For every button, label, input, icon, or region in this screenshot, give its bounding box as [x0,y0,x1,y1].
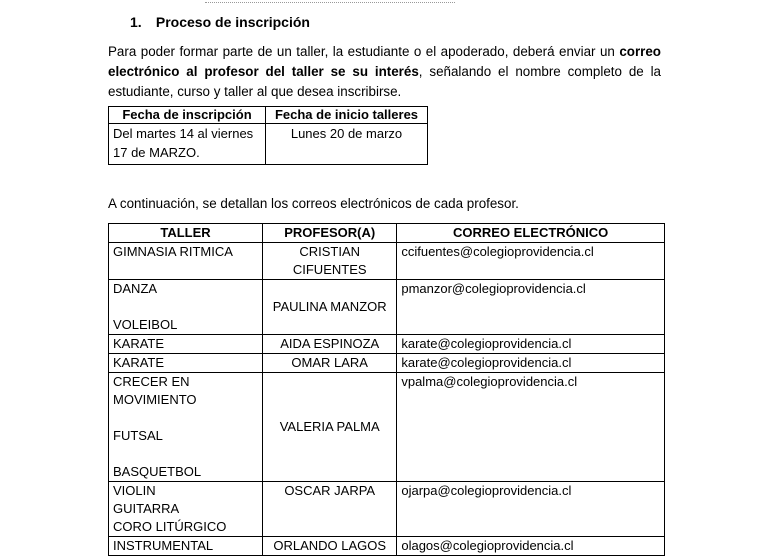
paragraph-bold-text: correo electrónico al profesor del taller se su interés [108,44,661,79]
email-link[interactable]: pmanzor@colegioprovidencia.cl [397,280,665,335]
taller-item: CRECER EN [113,374,190,389]
taller-item: VOLEIBOL [113,317,178,332]
taller-cell: KARATE [109,354,263,373]
table-row [109,335,665,354]
header-inscription-date: Fecha de inscripción [109,107,266,124]
header-profesor: PROFESOR(A) [263,224,397,243]
email-link[interactable]: karate@colegioprovidencia.cl [397,354,665,373]
taller-cell: GIMNASIA RITMICA [109,243,263,280]
cut-off-previous-line [205,0,455,3]
taller-item: CORO LITÚRGICO [113,519,227,534]
dates-table [108,106,428,165]
profesor-cell: PAULINA MANZOR [263,280,397,335]
table-row [109,482,665,537]
taller-cell [109,280,263,335]
header-taller: TALLER [109,224,263,243]
start-date-cell: Lunes 20 de marzo [266,124,428,165]
profesor-cell: CRISTIAN CIFUENTES [263,243,397,280]
profesor-cell: OSCAR JARPA [263,482,397,537]
taller-item: MOVIMIENTO [113,392,197,407]
table-row [109,280,665,335]
inscription-line-2: 17 de MARZO. [113,145,200,160]
profesor-cell: AIDA ESPINOZA [263,335,397,354]
header-start-date: Fecha de inicio talleres [266,107,428,124]
email-link[interactable]: ccifuentes@colegioprovidencia.cl [397,243,665,280]
section-heading [130,14,310,30]
taller-cell: KARATE [109,335,263,354]
taller-item: VIOLIN [113,483,156,498]
emails-intro-text: A continuación, se detallan los correos electrónicos de cada profesor. [108,196,519,211]
paragraph-text-2: , señalando el nombre completo de la estudiante, curso y taller al que desea inscribirse. [108,64,662,99]
table-row [109,354,665,373]
paragraph-text-1: Para poder formar parte de un taller, la estudiante o el apoderado, deberá enviar un [108,44,620,59]
emails-table [108,223,665,556]
taller-cell: INSTRUMENTAL [109,537,263,556]
instructions-paragraph [108,42,661,102]
taller-item: BASQUETBOL [113,464,202,479]
email-link[interactable]: ojarpa@colegioprovidencia.cl [397,482,665,537]
email-link[interactable]: vpalma@colegioprovidencia.cl [397,373,665,482]
taller-item: FUTSAL [113,428,163,443]
email-link[interactable]: olagos@colegioprovidencia.cl [397,537,665,556]
table-row [109,537,665,556]
profesor-cell: ORLANDO LAGOS [263,537,397,556]
section-title: Proceso de inscripción [155,14,310,30]
taller-cell [109,373,263,482]
profesor-cell: VALERIA PALMA [263,373,397,482]
section-number: 1. [130,14,142,30]
taller-cell [109,482,263,537]
email-link[interactable]: karate@colegioprovidencia.cl [397,335,665,354]
table-row [109,373,665,482]
taller-item: DANZA [113,281,158,296]
table-row [109,243,665,280]
header-correo: CORREO ELECTRÓNICO [397,224,665,243]
inscription-dates-cell [109,124,266,165]
inscription-line-1: Del martes 14 al viernes [113,126,254,141]
profesor-cell: OMAR LARA [263,354,397,373]
taller-item: GUITARRA [113,501,180,516]
